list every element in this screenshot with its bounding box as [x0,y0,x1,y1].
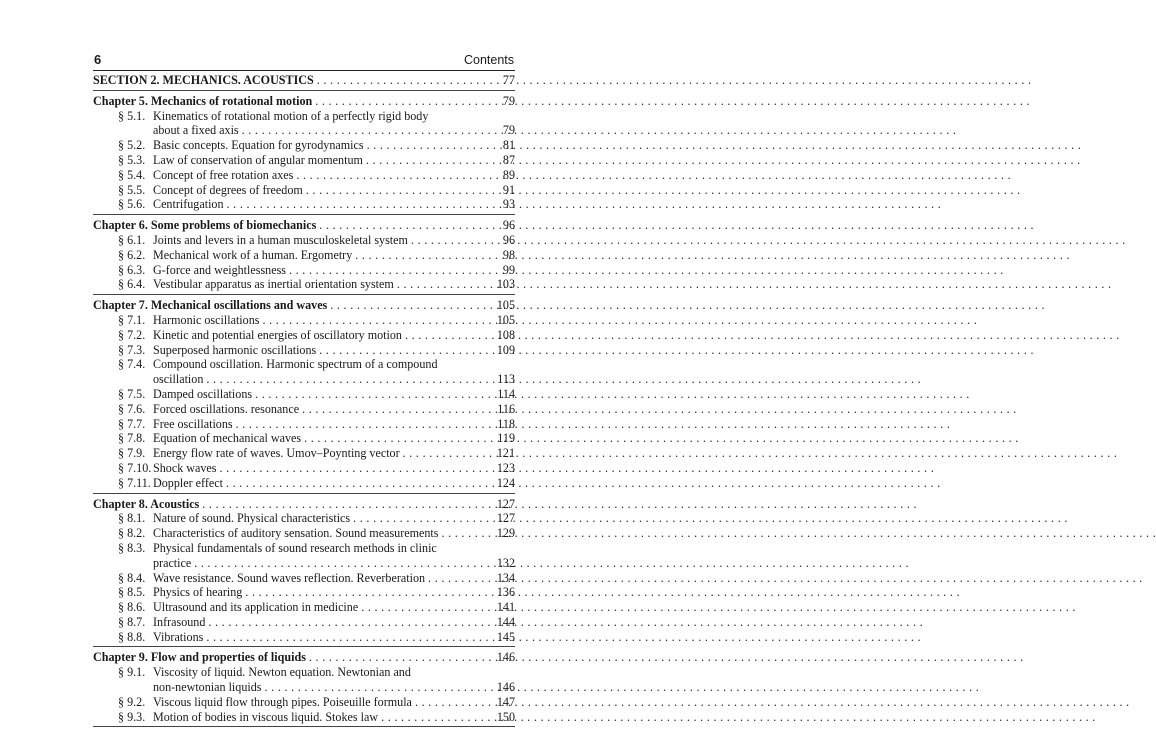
heading-title: Chapter 8. Acoustics [93,496,200,511]
entry-page: 145 [496,629,515,644]
entry-number: § 5.2. [118,138,146,153]
dot-leader [415,695,494,710]
entry-number: § 7.5. [118,386,146,401]
toc-entry[interactable] [93,710,515,725]
entry-title: Kinetic and potential energies of oscillatory motion [153,327,402,342]
toc-entry[interactable] [93,446,515,461]
entry-page: 116 [497,401,515,416]
toc-list [93,71,515,727]
entry-page: 105 [496,312,515,327]
toc-entry[interactable] [93,109,515,124]
toc-entry[interactable] [93,277,515,292]
entry-number: § 5.1. [118,108,146,123]
running-head [93,52,515,71]
toc-entry[interactable] [93,476,515,491]
entry-number: § 7.1. [118,312,146,327]
entry-title: Wave resistance. Sound waves reflection. Reverberation [153,570,426,585]
entry-page: 108 [496,327,515,342]
entry-title: Vibrations [153,629,204,644]
toc-block [93,215,515,295]
dot-leader [317,73,500,88]
toc-entry-continuation[interactable] [93,556,515,571]
toc-entry[interactable] [93,541,515,556]
toc-entry[interactable] [93,526,515,541]
dot-leader [226,476,494,491]
chapter-heading[interactable] [93,650,515,665]
entry-title: G-force and weightlessness [153,262,286,277]
dot-leader [309,650,494,665]
entry-page: 81 [502,138,515,153]
dot-leader [242,123,500,138]
entry-page: 93 [502,197,515,212]
dot-leader [245,585,494,600]
dot-leader [366,153,500,168]
dot-leader [411,233,500,248]
entry-title: Physical fundamentals of sound research methods in clinic [153,540,437,555]
heading-page: 77 [502,73,515,87]
entry-number: § 8.5. [118,585,146,600]
entry-number: § 7.3. [118,342,146,357]
dot-leader [428,571,494,586]
entry-page: 99 [502,262,515,277]
entry-number: § 6.2. [118,247,146,262]
toc-block [93,295,515,493]
toc-entry[interactable] [93,183,515,198]
dot-leader [262,313,493,328]
entry-title: Ultrasound and its application in medicine [153,600,359,615]
entry-page: 144 [496,614,515,629]
entry-number: § 5.6. [118,197,146,212]
chapter-heading[interactable] [93,218,515,233]
toc-entry[interactable] [93,248,515,263]
entry-page: 98 [502,247,515,262]
toc-entry[interactable] [93,695,515,710]
entry-page: 114 [497,386,515,401]
dot-leader [208,615,493,630]
entry-page: 129 [496,526,515,541]
entry-page: 79 [502,123,515,138]
entry-page: 91 [502,182,515,197]
entry-number: § 6.3. [118,262,146,277]
entry-title: Concept of free rotation axes [153,167,294,182]
heading-title: Chapter 7. Mechanical oscillations and waves [93,298,328,313]
entry-number: § 9.3. [118,709,146,724]
toc-entry[interactable] [93,402,515,417]
entry-page: 119 [497,431,515,446]
toc-entry[interactable] [93,461,515,476]
entry-title: Motion of bodies in viscous liquid. Stokes law [153,709,379,724]
dot-leader [202,497,494,512]
entry-number: § 6.4. [118,277,146,292]
entry-page: 150 [496,709,515,724]
entry-page: 134 [496,570,515,585]
entry-page: 124 [496,475,515,490]
entry-title: Characteristics of auditory sensation. Sound measurements [153,526,439,541]
entry-title: Kinematics of rotational motion of a perfectly rigid body [153,108,429,123]
entry-number: § 8.4. [118,570,146,585]
dot-leader [353,511,494,526]
entry-title: Shock waves [153,460,217,475]
entry-number: § 5.5. [118,182,146,197]
toc-entry[interactable] [93,168,515,183]
dot-leader [361,600,494,615]
entry-number: § 5.4. [118,167,146,182]
heading-title: Chapter 6. Some problems of biomechanics [93,218,317,233]
entry-number: § 7.4. [118,357,146,372]
chapter-heading[interactable] [93,94,515,109]
toc-entry[interactable] [93,431,515,446]
dot-leader [265,680,494,695]
dot-leader [206,630,494,645]
toc-entry[interactable] [93,511,515,526]
entry-title: Concept of degrees of freedom [153,182,303,197]
entry-number: § 8.8. [118,629,146,644]
entry-title: Equation of mechanical waves [153,431,302,446]
entry-number: § 7.2. [118,327,146,342]
dot-leader [367,138,500,153]
toc-entry[interactable] [93,387,515,402]
toc-entry-continuation[interactable] [93,680,515,695]
toc-block [93,494,515,648]
entry-title: Superposed harmonic oscillations [153,342,317,357]
entry-title-continued: non-newtonian liquids [153,680,262,695]
entry-page: 121 [496,446,515,461]
toc-entry[interactable] [93,263,515,278]
entry-title: Free oscillations [153,416,233,431]
toc-entry[interactable] [93,417,515,432]
entry-title: Damped oscillations [153,386,253,401]
entry-page: 118 [497,416,515,431]
toc-entry-continuation[interactable] [93,123,515,138]
entry-page: 141 [496,600,515,615]
toc-entry[interactable] [93,615,515,630]
heading-page: 105 [496,298,515,313]
entry-title: Viscosity of liquid. Newton equation. Newtonian and [153,665,411,680]
dot-leader [306,183,500,198]
entry-title: Physics of hearing [153,585,243,600]
entry-number: § 6.1. [118,232,146,247]
entry-page: 89 [502,167,515,182]
heading-title: Chapter 9. Flow and properties of liquids [93,650,306,665]
entry-number: § 7.9. [118,446,146,461]
entry-title: Infrasound [153,614,206,629]
entry-title-continued: practice [153,555,192,570]
entry-number: § 7.7. [118,416,146,431]
toc-entry[interactable] [93,197,515,212]
chapter-heading[interactable] [93,497,515,512]
dot-leader [381,710,494,725]
dot-leader [441,526,493,541]
entry-page: 113 [497,372,515,387]
toc-entry[interactable] [93,571,515,586]
entry-title: Harmonic oscillations [153,312,260,327]
heading-title: Chapter 5. Mechanics of rotational motion [93,93,313,108]
table-of-contents-page [93,52,515,727]
entry-number: § 9.1. [118,665,146,680]
dot-leader [289,263,500,278]
dot-leader [302,402,494,417]
entry-title: Doppler effect [153,475,223,490]
toc-block [93,647,515,727]
entry-number: § 9.2. [118,694,146,709]
toc-block [93,91,515,215]
toc-entry[interactable] [93,600,515,615]
chapter-heading[interactable] [93,298,515,313]
toc-entry[interactable] [93,357,515,372]
entry-title-continued: about a fixed axis [153,123,239,138]
entry-number: § 8.3. [118,540,146,555]
toc-entry[interactable] [93,665,515,680]
heading-page: 96 [502,218,515,233]
toc-entry[interactable] [93,328,515,343]
toc-entry[interactable] [93,313,515,328]
dot-leader [355,248,500,263]
dot-leader [319,218,500,233]
entry-page: 87 [502,152,515,167]
entry-title: Law of conservation of angular momentum [153,152,363,167]
entry-page: 136 [496,585,515,600]
dot-leader [304,431,494,446]
entry-number: § 7.10. [118,460,152,475]
toc-entry-continuation[interactable] [93,372,515,387]
toc-entry[interactable] [93,153,515,168]
entry-title: Vestibular apparatus as inertial orientation system [153,277,394,292]
section-heading[interactable] [93,73,515,88]
dot-leader [194,556,494,571]
heading-page: 127 [496,496,515,511]
entry-page: 127 [496,511,515,526]
dot-leader [397,277,494,292]
dot-leader [319,343,494,358]
entry-number: § 7.11. [118,475,151,490]
entry-number: § 8.6. [118,600,146,615]
entry-number: § 8.7. [118,614,146,629]
dot-leader [255,387,494,402]
entry-title-continued: oscillation [153,372,204,387]
dot-leader [315,94,500,109]
entry-page: 96 [502,232,515,247]
entry-page: 147 [496,694,515,709]
toc-entry[interactable] [93,630,515,645]
entry-title: Compound oscillation. Harmonic spectrum of a compound [153,357,438,372]
entry-title: Forced oscillations. resonance [153,401,300,416]
dot-leader [236,417,495,432]
toc-entry[interactable] [93,585,515,600]
entry-title: Nature of sound. Physical characteristics [153,511,351,526]
dot-leader [403,446,494,461]
heading-page: 146 [496,650,515,665]
entry-title: Joints and levers in a human musculoskeletal system [153,232,408,247]
toc-entry[interactable] [93,138,515,153]
entry-page: 132 [496,555,515,570]
entry-title: Basic concepts. Equation for gyrodynamics [153,138,364,153]
entry-page: 146 [496,680,515,695]
dot-leader [219,461,493,476]
dot-leader [405,328,494,343]
toc-block [93,71,515,91]
page-number: 6 [94,52,102,67]
entry-number: § 5.3. [118,152,146,167]
toc-entry[interactable] [93,343,515,358]
entry-title: Energy flow rate of waves. Umov–Poynting vector [153,446,400,461]
dot-leader [330,298,494,313]
entry-page: 123 [496,460,515,475]
dot-leader [296,168,500,183]
entry-page: 103 [496,277,515,292]
dot-leader [227,197,500,212]
entry-number: § 8.2. [118,526,146,541]
running-title: Contents [463,53,514,67]
entry-title: Viscous liquid flow through pipes. Poiseuille formula [153,694,412,709]
entry-number: § 8.1. [118,511,146,526]
heading-title: SECTION 2. MECHANICS. ACOUSTICS [93,73,314,87]
dot-leader [206,372,494,387]
heading-page: 79 [502,93,515,108]
toc-entry[interactable] [93,233,515,248]
entry-number: § 7.6. [118,401,146,416]
entry-number: § 7.8. [118,431,146,446]
entry-title: Centrifugation [153,197,224,212]
entry-page: 109 [496,342,515,357]
entry-title: Mechanical work of a human. Ergometry [153,247,353,262]
